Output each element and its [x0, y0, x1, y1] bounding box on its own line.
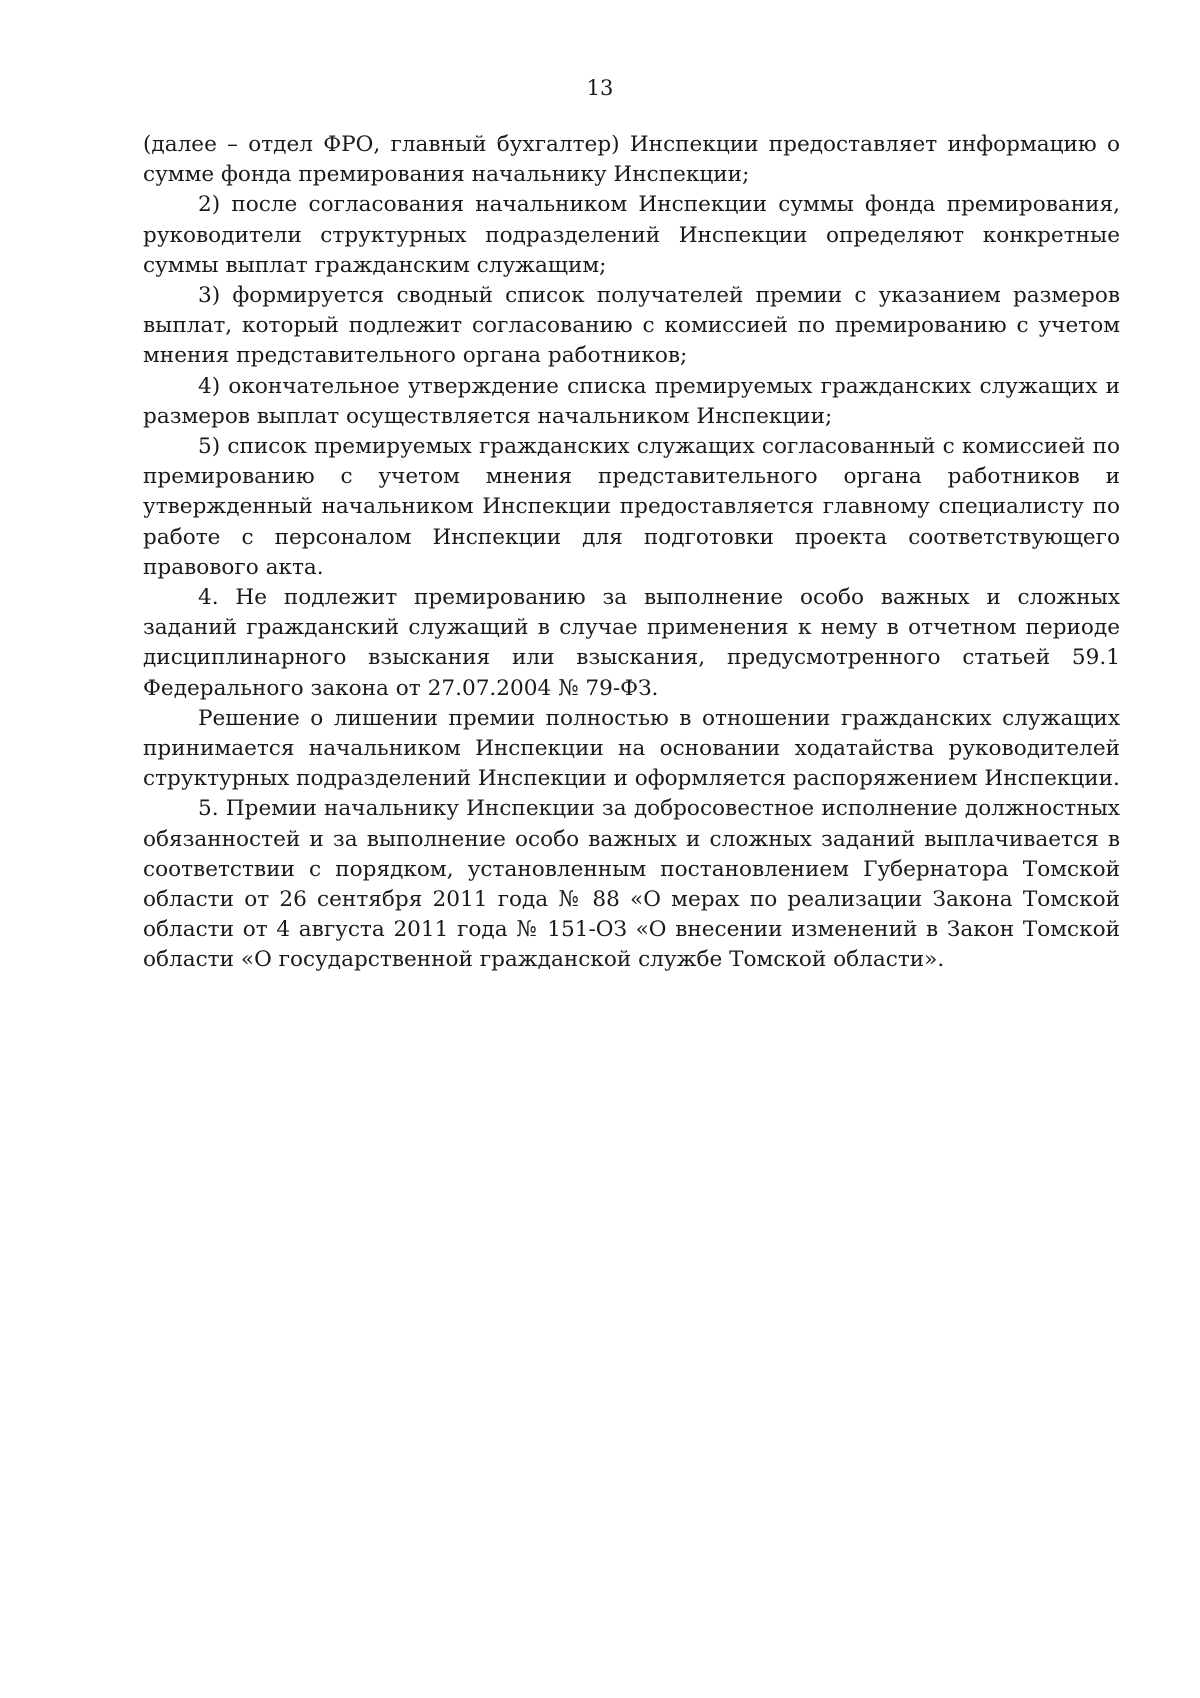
document-body [143, 130, 1120, 976]
paragraph-item-5: 5) список премируемых гражданских служащих согласованный с комиссией по премированию с учетом мнения представительного органа работников и утвержденный начальником Инспекции предоставляется главному специалисту по работе с персоналом Инспекции для подготовки проекта соответствующего правового акта. [143, 434, 1120, 580]
paragraph-section-4: 4. Не подлежит премированию за выполнение особо важных и сложных заданий гражданский служащий в случае применения к нему в отчетном периоде дисциплинарного взыскания или взыскания, предусмотренного статьей 59.1 Федерального закона от 27.07.2004 № 79-ФЗ. [143, 585, 1120, 701]
paragraph-item-3: 3) формируется сводный список получателей премии с указанием размеров выплат, который подлежит согласованию с комиссией по премированию с учетом мнения представительного органа работников; [143, 283, 1120, 369]
paragraph-continuation: (далее – отдел ФРО, главный бухгалтер) Инспекции предоставляет информацию о сумме фонда премирования начальнику Инспекции; [143, 132, 1120, 188]
paragraph-section-5: 5. Премии начальнику Инспекции за добросовестное исполнение должностных обязанностей и за выполнение особо важных и сложных заданий выплачивается в соответствии с порядком, установленным постановлением Губернатора Томской области от 26 сентября 2011 года № 88 «О мерах по реализации Закона Томской области от 4 августа 2011 года № 151-ОЗ «О внесении изменений в Закон Томской области «О государственной гражданской службе Томской области». [143, 796, 1120, 973]
paragraph-decision: Решение о лишении премии полностью в отношении гражданских служащих принимается начальником Инспекции на основании ходатайства руководителей структурных подразделений Инспекции и оформляется распоряжением Инспекции. [143, 705, 1120, 792]
paragraph-item-4: 4) окончательное утверждение списка премируемых гражданских служащих и размеров выплат осуществляется начальником Инспекции; [143, 373, 1120, 429]
page-number: 13 [586, 76, 614, 100]
paragraph-item-2: 2) после согласования начальником Инспекции суммы фонда премирования, руководители структурных подразделений Инспекции определяют конкретные суммы выплат гражданским служащим; [143, 192, 1120, 278]
